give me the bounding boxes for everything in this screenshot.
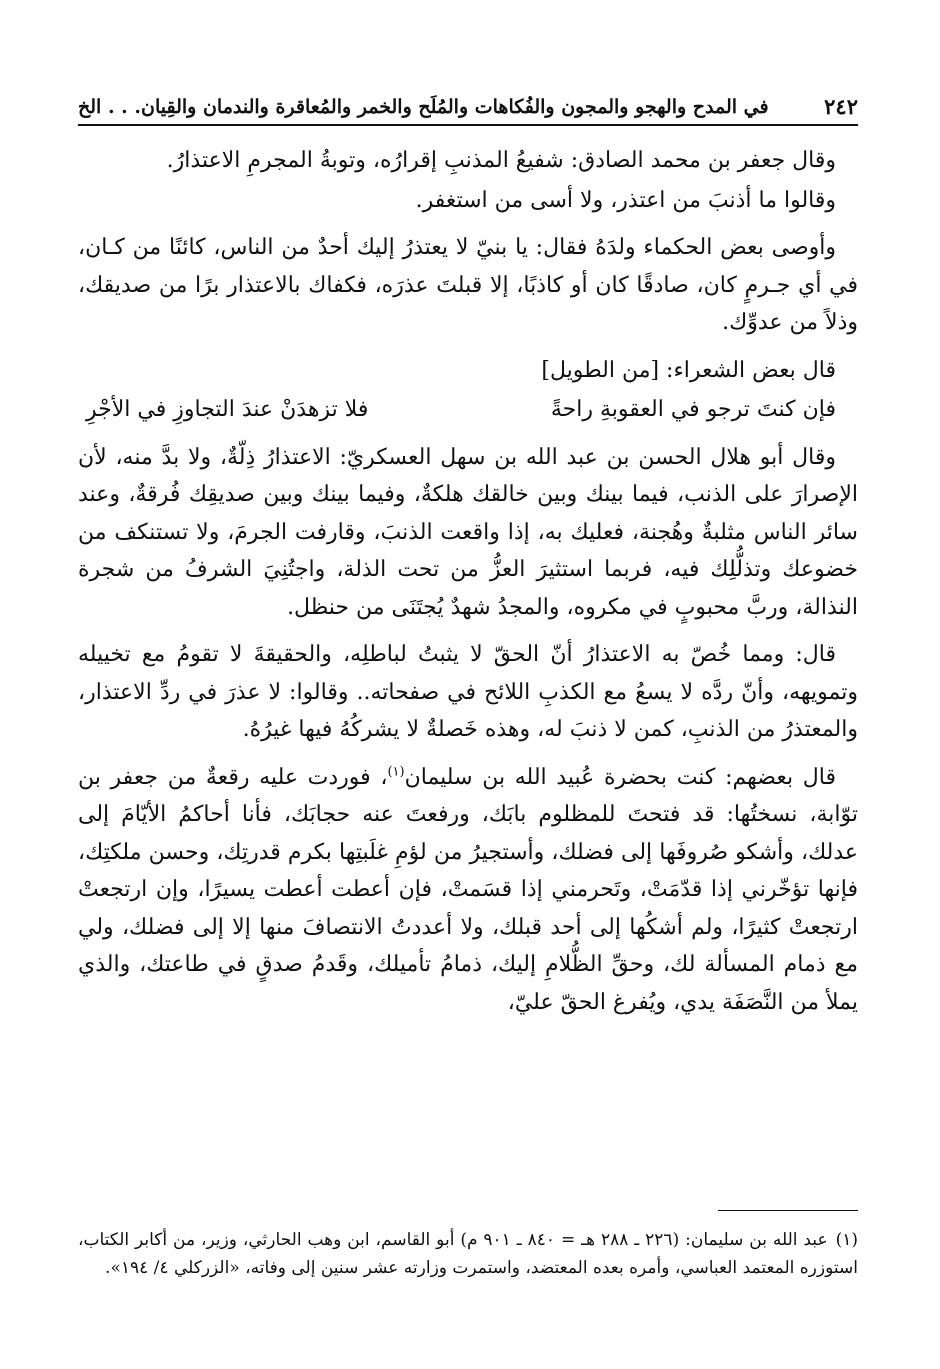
paragraph-letter (78, 759, 858, 1022)
page-number: ٢٤٢ (824, 94, 858, 119)
paragraph-letter-rest: ، فوردت عليه رقعةٌ من جعفر بن توّابة، نسختُها: قد فتحتَ للمظلوم بابَك، ورفعتَ عنه حجابَك، فأنا أحاكمُ الأيّامَ إلى عدلك، وأشكو صُروفَها إلى فضلك، وأستجيرُ من لؤمِ غلَبتِها بكرم قدرتِك، وحسن ملكتِك، فإنها تؤخّرني إذا قدّمَتْ، وتَحرمني إذا قسَمتْ، فإن أعطت أعطت يسيرًا، وإن ارتجعتْ ارتجعتْ كثيرًا، ولم أشكُها إلى أحد قبلك، ولا أعددتُ الانتصافَ منها إلا إلى فضلك، ولي مع ذمام المسألة لك، وحقِّ الظُّلامِ إليك، ذمامُ تأميلك، وقَدمُ صدقٍ في طاعتك، والذي يملأ من النَّصَفَة يدي، ويُفرغ الحقّ عليّ، (78, 764, 858, 1015)
paragraph-advice: وأوصى بعض الحكماء ولدَهُ فقال: يا بنيّ لا يعتذرُ إليك أحدٌ من الناس، كائنًا من كـان، في أي جـرمٍ كان، صادقًا كان أو كاذبًا، إلا قبلتَ عذرَه، فكفاك بالاعتذار برًا من صديقك، وذلاً من عدوِّك. (78, 235, 858, 335)
verse-first-hemistich: فإن كنتَ ترجو في العقوبةِ راحةً (550, 397, 836, 422)
book-page (78, 70, 858, 1340)
footnote-reference: (١) (387, 764, 405, 780)
paragraph-poet-intro: قال بعض الشعراء: [من الطويل] (541, 357, 836, 383)
footnote-text: عبد الله بن سليمان: (٢٢٦ ـ ٢٨٨ هـ = ٨٤٠ ـ ٩٠١ م) أبو القاسم، ابن وهب الحارثي، وزير، من أكابر الكتاب، استوزره المعتمد العباسي، وأمره بعده المعتضد، واستمرت وزارته عشر سنين إلى وفاته، «الزركلي ٤/ ١٩٤». (78, 1230, 858, 1278)
header-rule (78, 124, 858, 126)
main-text (78, 142, 858, 1031)
footnote-1 (78, 1226, 858, 1282)
poem-verse (78, 391, 858, 429)
footnote-rule (718, 1210, 858, 1211)
paragraph-jafar: وقال جعفر بن محمد الصادق: شفيعُ المذنبِ إقرارُه، وتوبةُ المجرمِ الاعتذارُ. (166, 148, 836, 173)
footnote-marker: (١) (835, 1230, 859, 1250)
running-header (78, 88, 858, 122)
paragraph-askari: وقال أبو هلال الحسن بن عبد الله بن سهل العسكريّ: الاعتذارُ ذِلّةٌ، ولا بدَّ منه، لأن الإصرارَ على الذنب، فيما بينك وبين خالقك هلكةٌ، وفيما بينك وبين صديقِك فُرقةٌ، وعند سائر الناس مثلبةٌ وهُجنة، فعليك به، إذا واقعت الذنبَ، وقارفت الجرمَ، ولا تستنكف من خضوعك وتذلُّلِك فيه، فربما استثيرَ العزُّ من تحت الذلة، واجتُنِيَ الشرفُ من شجرة النذالة، وربَّ محبوبٍ في مكروه، والمجدُ شهدٌ يُجتَنَى من حنظل. (78, 444, 858, 620)
footnotes (78, 1226, 858, 1282)
verse-second-hemistich: فلا تزهدَنْ عندَ التجاوزِ في الأجْرِ (86, 397, 369, 422)
chapter-title: في المدح والهجو والمجون والفُكاهات والمُلَح والخمر والمُعاقرة والندمان والقِيان. . . الخ (78, 96, 769, 118)
paragraph-saying: وقالوا ما أذنبَ من اعتذر، ولا أسى من استغفر. (415, 187, 836, 213)
paragraph-apology-merit: قال: ومما خُصّ به الاعتذارُ أنّ الحقّ لا يثبتُ لباطلِه، والحقيقةَ لا تقومُ مع تخييله وتمويهه، وأنّ ردَّه لا يسعُ مع الكذبِ اللائح في صفحاته.. وقالوا: لا عذرَ في ردِّ الاعتذار، والمعتذرُ من الذنبِ، كمن لا ذنبَ له، وهذه خَصلةٌ لا يشركُهُ فيها غيرُهُ. (78, 642, 858, 742)
paragraph-letter-start: قال بعضهم: كنت بحضرة عُبيد الله بن سليمان (404, 764, 836, 790)
